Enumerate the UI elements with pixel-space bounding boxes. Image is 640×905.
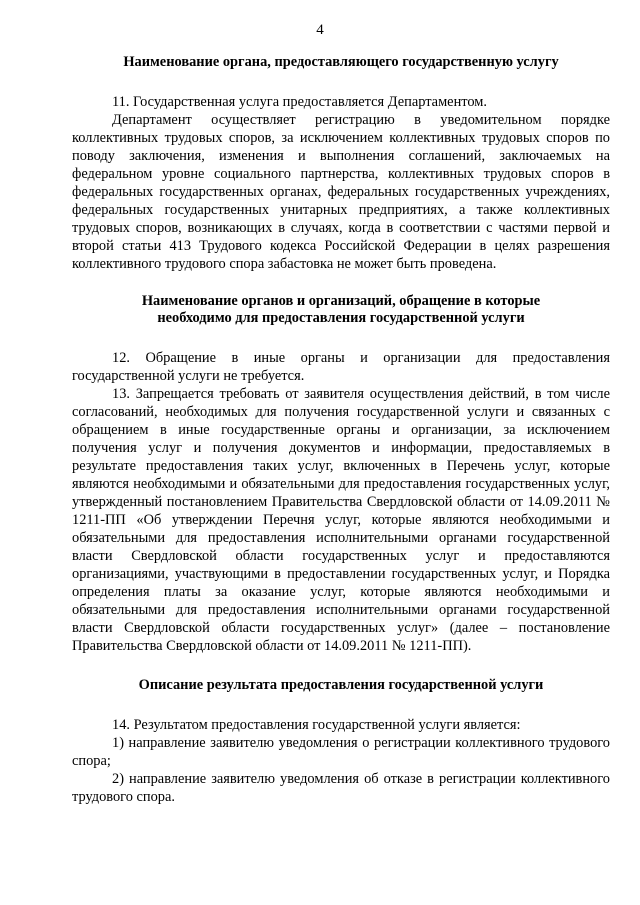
paragraph-12: 12. Обращение в иные органы и организации для предоставления государственной услуги не требуется. bbox=[72, 350, 610, 384]
paragraph-14: 14. Результатом предоставления государственной услуги является: bbox=[112, 717, 521, 733]
page-number: 4 bbox=[316, 22, 324, 38]
paragraph-11: 11. Государственная услуга предоставляется Департаментом. bbox=[112, 94, 487, 110]
paragraph-13: 13. Запрещается требовать от заявителя осуществления действий, в том числе согласований, необходимых для получения государственной услуги и связанных с обращением в иные государственные органы и организации, за исключением получения услуг и получения документов и информации, предоставляемых в результате предоставления таких услуг, включенных в Перечень услуг, которые являются необходимыми и обязательными для предоставления государственных услуг, утвержденный постановлением Правительства Свердловской области от 14.09.2011 № 1211-ПП «Об утверждении Перечня услуг, которые являются необходимыми и обязательными для предоставления исполнительными органами государственной власти Свердловской области государственных услуг и предоставляются организациями, участвующими в предоставлении государственных услуг, и Порядка определения платы за оказание услуг, которые являются необходимыми и обязательными для предоставления исполнительными органами государственной власти Свердловской области государственных услуг» (далее – постановление Правительства Свердловской области от 14.09.2011 № 1211-ПП). bbox=[72, 386, 610, 654]
result-item-1: 1) направление заявителю уведомления о регистрации коллективного трудового спора; bbox=[72, 735, 610, 769]
section-heading-organizations bbox=[72, 293, 610, 327]
section-heading-organizations-line1: Наименование органов и организаций, обращение в которые bbox=[141, 293, 541, 309]
paragraph-department: Департамент осуществляет регистрацию в уведомительном порядке коллективных трудовых споров, за исключением коллективных трудовых споров по поводу заключения, изменения и выполнения соглашений, заключаемых на федеральном уровне социального партнерства, коллективных трудовых споров в федеральных государственных органах, федеральных государственных учреждениях, федеральных государственных унитарных предприятиях, а также коллективных трудовых споров, возникающих в случаях, когда в соответствии с частями первой и второй статьи 413 Трудового кодекса Российской Федерации в целях разрешения коллективного трудового спора забастовка не может быть проведена. bbox=[72, 112, 610, 272]
document-body bbox=[72, 54, 610, 806]
section-heading-result: Описание результата предоставления государственной услуги bbox=[138, 677, 544, 693]
section-heading-authority: Наименование органа, предоставляющего государственную услугу bbox=[123, 54, 559, 70]
result-item-2: 2) направление заявителю уведомления об отказе в регистрации коллективного трудового спора. bbox=[72, 771, 610, 805]
section-heading-organizations-line2: необходимо для предоставления государственной услуги bbox=[157, 310, 525, 326]
